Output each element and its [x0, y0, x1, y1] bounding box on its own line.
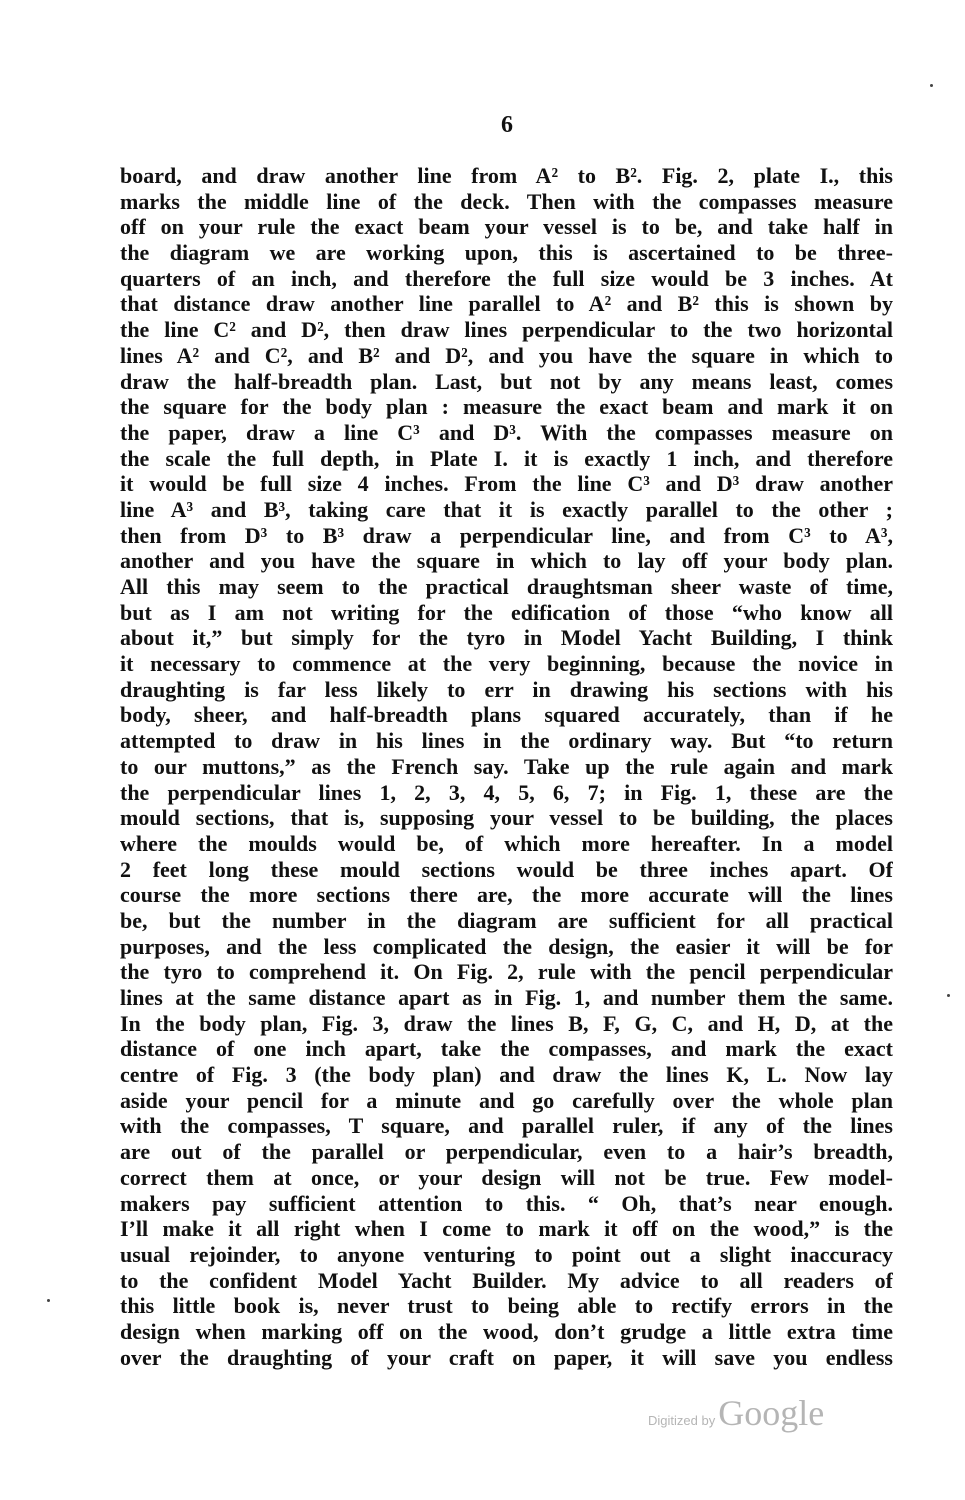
- text-line: to our muttons,” as the French say. Take up the rule again and mark: [120, 753, 893, 779]
- text-line: I’ll make it all right when I come to mark it off on the wood,” is the: [120, 1216, 893, 1242]
- text-line: marks the middle line of the deck. Then with the compasses measure: [120, 188, 893, 214]
- text-line: All this may seem to the practical draughtsman sheer waste of time,: [120, 574, 893, 599]
- text-line: that distance draw another line parallel to A² and B² this is shown by: [120, 291, 893, 317]
- digitized-by-google-watermark: [648, 1392, 824, 1434]
- text-line: line A³ and B³, taking care that it is exactly parallel to the other ;: [120, 496, 893, 522]
- text-line: correct them at once, or your design will not be true. Few model-: [120, 1164, 893, 1190]
- scan-speck: [47, 1299, 50, 1302]
- text-line: body, sheer, and half-breadth plans squared accurately, than if he: [120, 702, 893, 728]
- text-line: aside your pencil for a minute and go carefully over the whole plan: [120, 1087, 893, 1113]
- text-line: board, and draw another line from A² to B². Fig. 2, plate I., this: [120, 163, 893, 188]
- text-line: the line C² and D², then draw lines perpendicular to the two horizontal: [120, 317, 893, 343]
- text-line: purposes, and the less complicated the design, the easier it will be for: [120, 933, 893, 959]
- body-text: [120, 163, 893, 1370]
- text-line: be, but the number in the diagram are sufficient for all practical: [120, 907, 893, 933]
- text-line: with the compasses, T square, and parallel ruler, if any of the lines: [120, 1113, 893, 1139]
- text-line: then from D³ to B³ draw a perpendicular line, and from C³ to A³,: [120, 522, 893, 548]
- watermark-brand: Google: [718, 1393, 825, 1433]
- text-line: lines at the same distance apart as in Fig. 1, and number them the same.: [120, 985, 893, 1010]
- text-line: distance of one inch apart, take the compasses, and mark the exact: [120, 1036, 893, 1062]
- text-line: about it,” but simply for the tyro in Model Yacht Building, I think: [120, 625, 893, 651]
- text-line: where the moulds would be, of which more hereafter. In a model: [120, 830, 893, 856]
- page-number: 6: [501, 112, 513, 138]
- text-line: draw the half-breadth plan. Last, but not by any means least, comes: [120, 368, 893, 394]
- text-line: over the draughting of your craft on paper, it will save you endless: [120, 1344, 893, 1370]
- text-line: draughting is far less likely to err in drawing his sections with his: [120, 676, 893, 702]
- text-line: the scale the full depth, in Plate I. it is exactly 1 inch, and therefore: [120, 445, 893, 471]
- text-line: mould sections, that is, supposing your vessel to be building, the places: [120, 805, 893, 831]
- text-line: but as I am not writing for the edification of those “who know all: [120, 599, 893, 625]
- text-line: makers pay sufficient attention to this. “ Oh, that’s near enough.: [120, 1190, 893, 1216]
- text-line: the perpendicular lines 1, 2, 3, 4, 5, 6, 7; in Fig. 1, these are the: [120, 779, 893, 805]
- text-line: off on your rule the exact beam your vessel is to be, and take half in: [120, 214, 893, 240]
- text-line: usual rejoinder, to anyone venturing to point out a slight inaccuracy: [120, 1241, 893, 1267]
- text-line: lines A² and C², and B² and D², and you have the square in which to: [120, 342, 893, 368]
- text-line: quarters of an inch, and therefore the full size would be 3 inches. At: [120, 265, 893, 291]
- text-line: are out of the parallel or perpendicular, even to a hair’s breadth,: [120, 1139, 893, 1165]
- text-line: design when marking off on the wood, don’t grudge a little extra time: [120, 1318, 893, 1344]
- text-line: it necessary to commence at the very beginning, because the novice in: [120, 651, 893, 677]
- watermark-prefix: Digitized by: [648, 1413, 716, 1428]
- scan-speck: [930, 84, 933, 87]
- text-line: to the confident Model Yacht Builder. My advice to all readers of: [120, 1267, 893, 1293]
- text-line: attempted to draw in his lines in the ordinary way. But “to return: [120, 728, 893, 754]
- text-line: In the body plan, Fig. 3, draw the lines B, F, G, C, and H, D, at the: [120, 1010, 893, 1036]
- text-line: this little book is, never trust to being able to rectify errors in the: [120, 1293, 893, 1319]
- text-line: the paper, draw a line C³ and D³. With the compasses measure on: [120, 419, 893, 445]
- text-line: the diagram we are working upon, this is ascertained to be three-: [120, 240, 893, 266]
- text-line: the tyro to comprehend it. On Fig. 2, rule with the pencil perpendicular: [120, 959, 893, 985]
- text-line: centre of Fig. 3 (the body plan) and draw the lines K, L. Now lay: [120, 1062, 893, 1088]
- text-line: the square for the body plan : measure the exact beam and mark it on: [120, 394, 893, 420]
- text-line: 2 feet long these mould sections would be three inches apart. Of: [120, 856, 893, 882]
- text-line: course the more sections there are, the more accurate will the lines: [120, 882, 893, 908]
- scan-speck: [947, 994, 950, 997]
- text-line: it would be full size 4 inches. From the line C³ and D³ draw another: [120, 471, 893, 497]
- text-line: another and you have the square in which to lay off your body plan.: [120, 548, 893, 574]
